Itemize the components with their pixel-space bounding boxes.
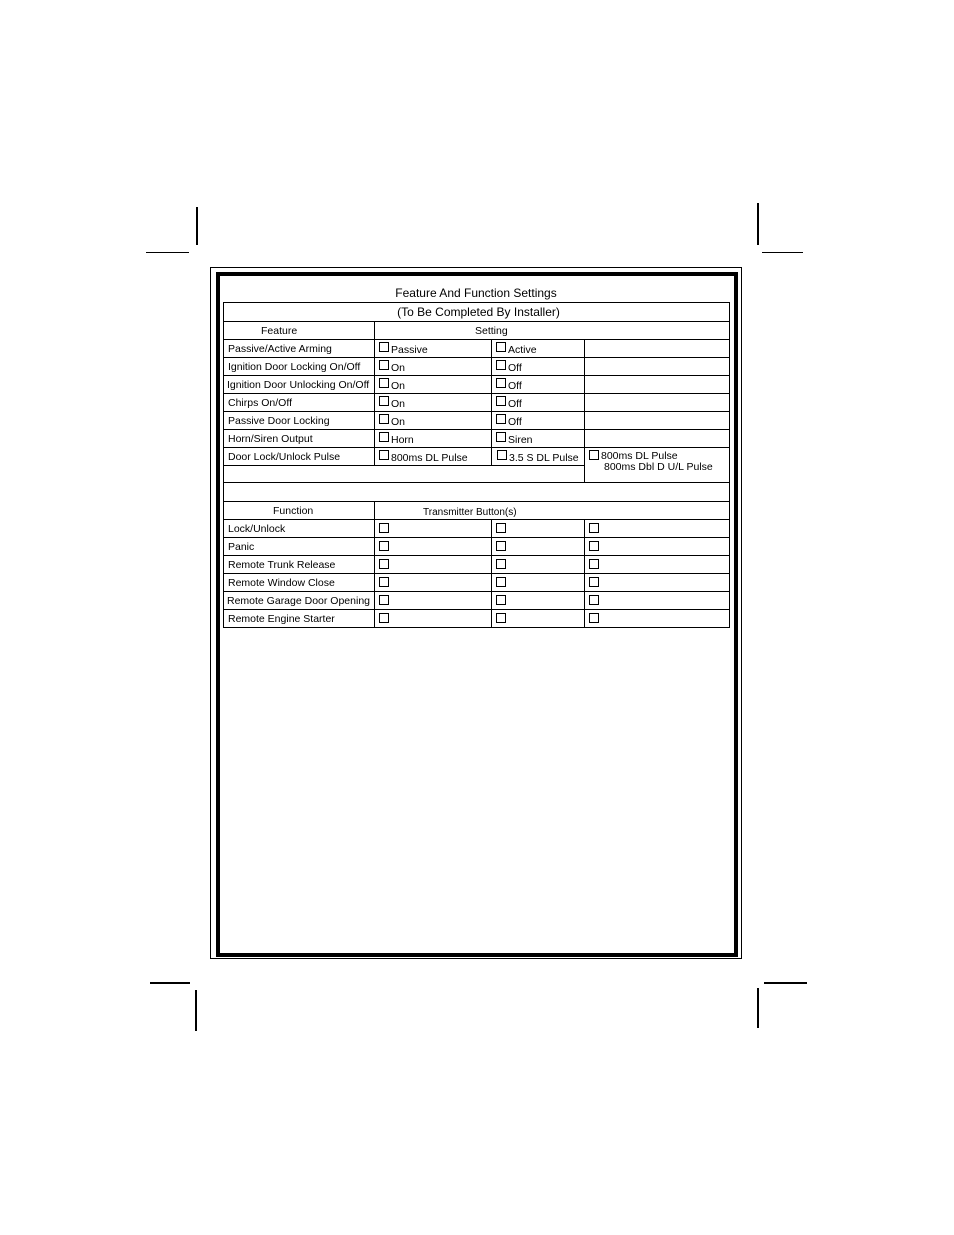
checkbox[interactable] [497, 450, 507, 460]
feature-row-pulse [224, 448, 730, 466]
checkbox[interactable] [379, 414, 389, 424]
checkbox[interactable] [379, 450, 389, 460]
transmitter-header: Transmitter Button(s) [375, 502, 730, 520]
setting-option-1[interactable]: Passive [375, 340, 492, 358]
checkbox[interactable] [496, 396, 506, 406]
feature-row [224, 340, 730, 358]
checkbox[interactable] [379, 613, 389, 623]
setting-option-1[interactable]: On [375, 412, 492, 430]
checkbox[interactable] [589, 613, 599, 623]
checkbox[interactable] [379, 378, 389, 388]
checkbox[interactable] [496, 577, 506, 587]
feature-name: Passive/Active Arming [224, 340, 375, 358]
section-spacer-row [224, 483, 730, 502]
function-name: Remote Window Close [224, 574, 375, 592]
button-slot-2[interactable] [492, 538, 585, 556]
crop-mark-top-right-vertical [757, 203, 759, 245]
checkbox[interactable] [379, 360, 389, 370]
setting-option-3-empty [585, 358, 730, 376]
button-slot-3[interactable] [585, 556, 730, 574]
checkbox[interactable] [496, 541, 506, 551]
form-title: Feature And Function Settings [395, 286, 557, 300]
checkbox[interactable] [379, 541, 389, 551]
form-subtitle: (To Be Completed By Installer) [224, 303, 730, 322]
checkbox[interactable] [496, 432, 506, 442]
button-slot-1[interactable] [375, 574, 492, 592]
setting-option-3-empty [585, 376, 730, 394]
pulse-option-3[interactable]: 800ms DL Pulse 800ms Dbl D U/L Pulse [585, 448, 730, 483]
feature-row [224, 376, 730, 394]
function-row [224, 574, 730, 592]
checkbox[interactable] [379, 432, 389, 442]
function-row [224, 592, 730, 610]
button-slot-3[interactable] [585, 610, 730, 628]
button-slot-3[interactable] [585, 520, 730, 538]
button-slot-1[interactable] [375, 520, 492, 538]
feature-row [224, 358, 730, 376]
crop-mark-top-left-horizontal [146, 252, 189, 253]
checkbox[interactable] [496, 595, 506, 605]
button-slot-2[interactable] [492, 592, 585, 610]
crop-mark-bottom-right-horizontal [764, 982, 807, 984]
setting-option-2[interactable]: Off [492, 358, 585, 376]
section-spacer [224, 483, 730, 502]
button-slot-2[interactable] [492, 556, 585, 574]
function-name: Remote Trunk Release [224, 556, 375, 574]
pulse-spacer [224, 466, 585, 483]
checkbox[interactable] [379, 577, 389, 587]
feature-row [224, 412, 730, 430]
checkbox[interactable] [379, 523, 389, 533]
feature-settings-table [223, 302, 730, 628]
setting-option-1[interactable]: On [375, 358, 492, 376]
feature-name: Passive Door Locking [224, 412, 375, 430]
feature-row [224, 430, 730, 448]
function-name: Lock/Unlock [224, 520, 375, 538]
checkbox[interactable] [379, 342, 389, 352]
checkbox[interactable] [589, 450, 599, 460]
setting-option-3-empty [585, 430, 730, 448]
button-slot-2[interactable] [492, 574, 585, 592]
function-name: Panic [224, 538, 375, 556]
setting-option-2[interactable]: Active [492, 340, 585, 358]
checkbox[interactable] [496, 360, 506, 370]
crop-mark-bottom-left-horizontal [150, 982, 190, 984]
function-header: Function [224, 502, 375, 520]
function-row [224, 610, 730, 628]
feature-row [224, 394, 730, 412]
checkbox[interactable] [589, 595, 599, 605]
setting-option-3-empty [585, 394, 730, 412]
feature-name: Ignition Door Unlocking On/Off [224, 376, 375, 394]
button-slot-1[interactable] [375, 610, 492, 628]
feature-header: Feature [224, 322, 375, 340]
crop-mark-bottom-right-vertical [757, 988, 759, 1028]
setting-option-2[interactable]: Off [492, 412, 585, 430]
checkbox[interactable] [496, 613, 506, 623]
checkbox[interactable] [379, 595, 389, 605]
button-slot-3[interactable] [585, 574, 730, 592]
function-name: Remote Garage Door Opening [224, 592, 375, 610]
button-slot-2[interactable] [492, 520, 585, 538]
function-row [224, 556, 730, 574]
feature-name: Ignition Door Locking On/Off [224, 358, 375, 376]
button-slot-2[interactable] [492, 610, 585, 628]
setting-option-1[interactable]: Horn [375, 430, 492, 448]
checkbox[interactable] [589, 523, 599, 533]
checkbox[interactable] [496, 523, 506, 533]
crop-mark-bottom-left-vertical [195, 990, 197, 1031]
button-slot-1[interactable] [375, 592, 492, 610]
crop-mark-top-right-horizontal [762, 252, 803, 253]
function-row [224, 520, 730, 538]
feature-name: Horn/Siren Output [224, 430, 375, 448]
checkbox[interactable] [496, 559, 506, 569]
feature-name: Door Lock/Unlock Pulse [224, 448, 375, 466]
setting-option-2[interactable]: Off [492, 394, 585, 412]
feature-name: Chirps On/Off [224, 394, 375, 412]
function-name: Remote Engine Starter [224, 610, 375, 628]
setting-header: Setting [375, 322, 730, 340]
checkbox[interactable] [589, 577, 599, 587]
checkbox[interactable] [496, 342, 506, 352]
button-slot-3[interactable] [585, 538, 730, 556]
checkbox[interactable] [496, 378, 506, 388]
button-slot-3[interactable] [585, 592, 730, 610]
checkbox[interactable] [589, 559, 599, 569]
setting-option-1[interactable]: On [375, 376, 492, 394]
pulse-option-2[interactable]: 3.5 S DL Pulse [492, 448, 585, 466]
setting-option-3-empty [585, 412, 730, 430]
setting-option-2[interactable]: Siren [492, 430, 585, 448]
checkbox[interactable] [496, 414, 506, 424]
pulse-option-1[interactable]: 800ms DL Pulse [375, 448, 492, 466]
setting-option-2[interactable]: Off [492, 376, 585, 394]
function-row [224, 538, 730, 556]
checkbox[interactable] [379, 396, 389, 406]
checkbox[interactable] [379, 559, 389, 569]
button-slot-1[interactable] [375, 556, 492, 574]
button-slot-1[interactable] [375, 538, 492, 556]
crop-mark-top-left-vertical [196, 207, 198, 245]
setting-option-1[interactable]: On [375, 394, 492, 412]
checkbox[interactable] [589, 541, 599, 551]
setting-option-3-empty [585, 340, 730, 358]
